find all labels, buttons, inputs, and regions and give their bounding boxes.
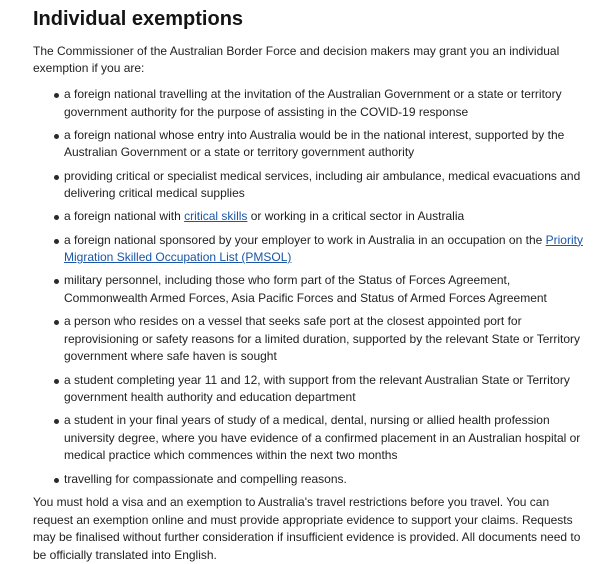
bullet-icon: [54, 175, 59, 180]
intro-paragraph: The Commissioner of the Australian Border Force and decision makers may grant you an individual exemption if you are:: [33, 44, 560, 75]
bullet-icon: [54, 279, 59, 284]
bullet-icon: [54, 239, 59, 244]
outro-paragraph: You must hold a visa and an exemption to Australia's travel restrictions before you travel. You can request an exemption online and must provide appropriate evidence to support your claims. Requests may be finalised without further consideration if insufficient evidence is provided. All documents need to be officially translated into English.: [33, 495, 581, 562]
list-item-text: a student completing year 11 and 12, with support from the relevant Australian State or Territory government health authority and education department: [64, 372, 570, 405]
list-item-text-before: a foreign national sponsored by your employer to work in Australia in an occupation on the: [64, 232, 546, 247]
list-item: [33, 168, 586, 203]
list-item-text: travelling for compassionate and compelling reasons.: [64, 471, 347, 486]
bullet-icon: [54, 320, 59, 325]
bullet-icon: [54, 93, 59, 98]
list-item: [33, 471, 586, 489]
list-item: [33, 208, 586, 226]
bullet-icon: [54, 134, 59, 139]
list-item: [33, 127, 586, 162]
list-item-text: military personnel, including those who form part of the Status of Forces Agreement, Commonwealth Armed Forces, Asia Pacific Forces and Status of Armed Forces Agreement: [64, 273, 547, 305]
bullet-icon: [54, 215, 59, 220]
list-item-text: a foreign national whose entry into Australia would be in the national interest, supported by the Australian Government or a state or territory government authority: [64, 127, 565, 160]
bullet-icon: [54, 379, 59, 384]
bullet-icon: [54, 478, 59, 483]
pmsol-link[interactable]: Priority Migration Skilled Occupation List (PMSOL): [64, 232, 583, 265]
list-item: [33, 272, 586, 307]
list-item: [33, 372, 586, 407]
list-item-text-before: a foreign national with: [64, 209, 185, 224]
list-item-text: a person who resides on a vessel that seeks safe port at the closest appointed port for reprovisioning or safety reasons for a limited duration, supported by the relevant State or Territory government where safe haven is sought: [64, 314, 581, 364]
exemptions-list: [33, 86, 586, 488]
list-item-text-after: or working in a critical sector in Australia: [247, 209, 465, 224]
list-item-text: a student in your final years of study of a medical, dental, nursing or allied health profession university degree, where you have evidence of a confirmed placement in an Australian hospital or medical practice which commences within the next two months: [64, 413, 581, 463]
section-heading: Individual exemptions: [33, 8, 244, 30]
critical-skills-link[interactable]: critical skills: [184, 209, 248, 224]
list-item-text: providing critical or specialist medical services, including air ambulance, medical evacuations and delivering critical medical supplies: [64, 168, 581, 201]
list-item: [33, 86, 586, 121]
list-item: [33, 313, 586, 366]
list-item: [33, 232, 586, 267]
list-item-text: a foreign national travelling at the invitation of the Australian Government or a state or territory government authority for the purpose of assisting in the COVID-19 response: [64, 87, 562, 119]
list-item: [33, 412, 586, 465]
bullet-icon: [54, 419, 59, 424]
